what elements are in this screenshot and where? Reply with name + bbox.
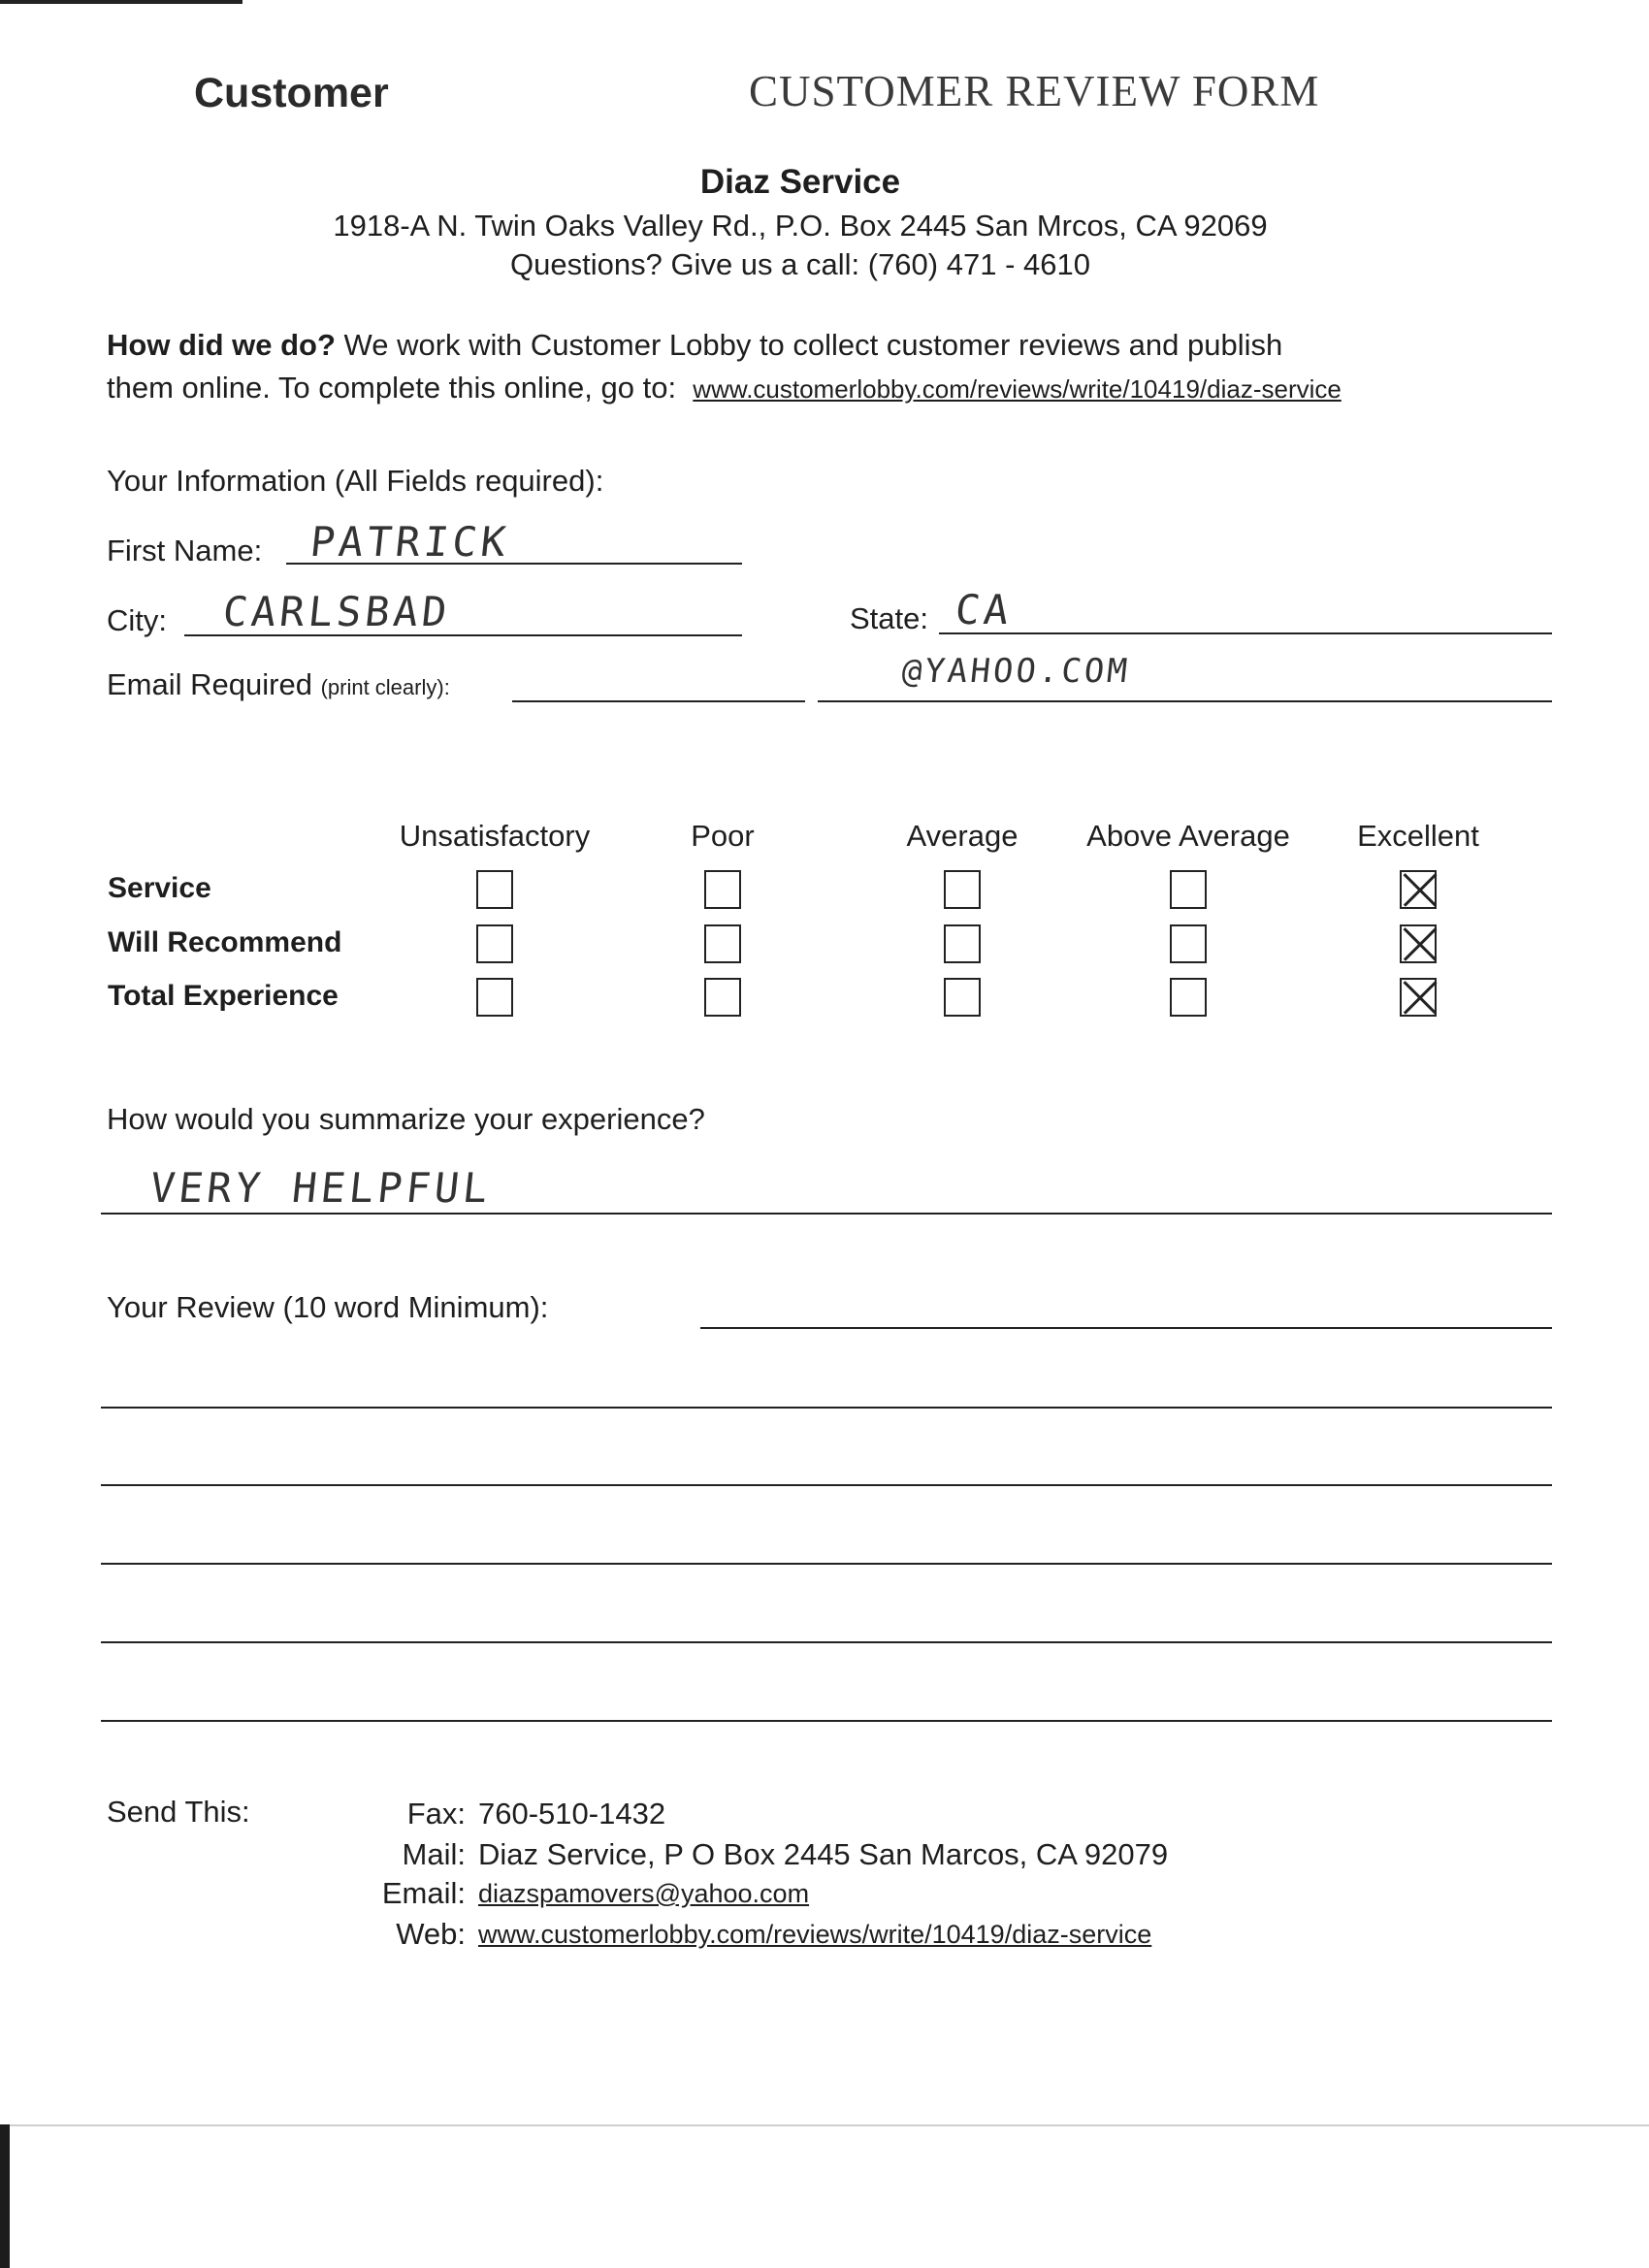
send-label: Send This: [107,1795,250,1829]
review-line[interactable] [101,1484,1552,1486]
review-line[interactable] [101,1641,1552,1643]
review-line[interactable] [700,1327,1552,1329]
rating-column-header: Unsatisfactory [399,819,591,853]
summary-line [101,1213,1552,1215]
first-name-label: First Name: [107,534,263,567]
state-field[interactable]: CA [953,586,1016,633]
first-name-field[interactable]: PATRICK [307,518,512,566]
brand-title: Customer [194,70,389,116]
review-line[interactable] [101,1720,1552,1722]
rating-checkbox[interactable] [1400,924,1437,963]
summary-question: How would you summarize your experience? [107,1102,705,1136]
state-label: State: [850,601,928,635]
email-contact-link[interactable]: diazspamovers@yahoo.com [478,1879,810,1908]
intro-text-1: We work with Customer Lobby to collect customer reviews and publish [335,328,1283,362]
email-line-domain [818,700,1552,702]
rating-column-header: Poor [691,819,755,853]
info-heading: Your Information (All Fields required): [107,464,604,498]
web-link[interactable]: www.customerlobby.com/reviews/write/10419/diaz-service [478,1920,1152,1949]
rating-column-header: Average [906,819,1018,853]
state-line [939,632,1552,634]
rating-checkbox[interactable] [476,978,513,1017]
rating-checkbox[interactable] [1400,978,1437,1017]
intro-lead: How did we do? [107,328,336,362]
rating-checkbox[interactable] [704,924,741,963]
rating-checkbox[interactable] [476,870,513,909]
page-bottom-edge [0,2124,1649,2126]
rating-checkbox[interactable] [944,924,981,963]
summary-field[interactable]: VERY HELPFUL [147,1164,495,1212]
email-note: (print clearly): [320,675,450,699]
rating-row-label: Service [108,872,211,904]
intro-url-link[interactable]: www.customerlobby.com/reviews/write/10419/diaz-service [693,374,1342,404]
city-field[interactable]: CARLSBAD [220,588,453,635]
review-line[interactable] [101,1407,1552,1409]
email-field[interactable]: @YAHOO.COM [899,652,1132,691]
city-label: City: [107,603,167,637]
top-edge-mark [0,0,242,4]
intro-paragraph [107,324,1342,410]
rating-column-header: Excellent [1357,819,1479,853]
fax-label: Fax: [406,1797,466,1831]
intro-text-2: them online. To complete this online, go to: [107,371,677,405]
rating-column-header: Above Average [1086,819,1290,853]
email-contact-label: Email: [381,1876,466,1910]
email-label [107,667,450,702]
rating-checkbox[interactable] [476,924,513,963]
review-line[interactable] [101,1563,1552,1565]
email-line-user [512,700,805,702]
mail-address: Diaz Service, P O Box 2445 San Marcos, CA 92079 [478,1837,1169,1871]
email-label-text: Email Required [107,667,312,701]
rating-checkbox[interactable] [1170,924,1207,963]
mail-label: Mail: [402,1837,466,1871]
rating-checkbox[interactable] [704,870,741,909]
scan-edge-mark [0,2124,10,2268]
rating-checkbox[interactable] [1170,978,1207,1017]
company-address: 1918-A N. Twin Oaks Valley Rd., P.O. Box 2445 San Mrcos, CA 92069 [333,209,1268,243]
rating-checkbox[interactable] [944,870,981,909]
company-phone: Questions? Give us a call: (760) 471 - 4610 [510,247,1090,281]
web-label: Web: [396,1917,466,1951]
review-label: Your Review (10 word Minimum): [107,1290,549,1324]
rating-checkbox[interactable] [1170,870,1207,909]
rating-checkbox[interactable] [704,978,741,1017]
fax-number: 760-510-1432 [478,1797,666,1831]
company-name: Diaz Service [699,163,901,201]
rating-checkbox[interactable] [944,978,981,1017]
rating-checkbox[interactable] [1400,870,1437,909]
form-title: CUSTOMER REVIEW FORM [749,67,1320,115]
rating-row-label: Will Recommend [108,926,342,958]
rating-row-label: Total Experience [108,980,339,1012]
